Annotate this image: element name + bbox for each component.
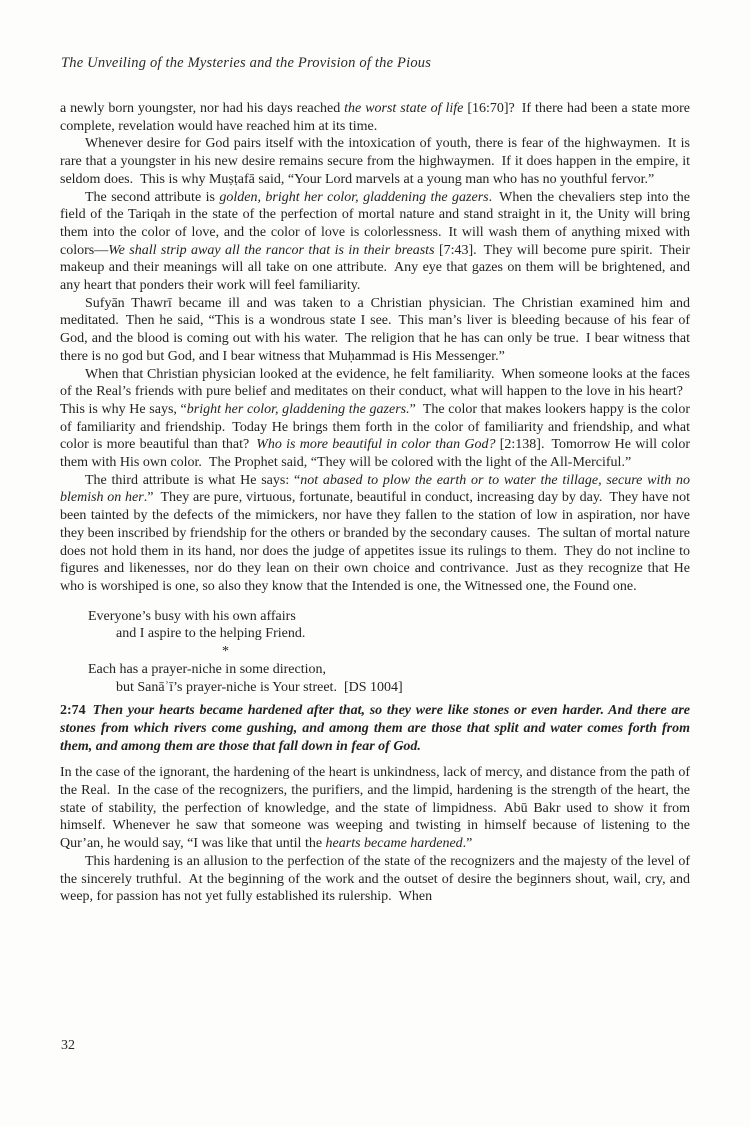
- text-run: [16:70]? If there had been a state more complete, revelation would have reached him at its time.: [60, 101, 690, 134]
- text-run: [86, 703, 93, 718]
- text-run: [2:138]. Tomorrow He will color them with His own color. The Prophet said, “They will be colored with the light of the All-Merciful.”: [60, 437, 690, 471]
- running-header: The Unveiling of the Mysteries and the Provision of the Pious: [61, 55, 432, 71]
- paragraph: [60, 189, 690, 295]
- paragraph: [60, 764, 690, 853]
- poem-line: and I aspire to the helping Friend.: [116, 626, 306, 642]
- text-run: The second attribute is: [85, 189, 220, 205]
- text-run: bright her color, gladdening the gazers.: [186, 401, 410, 417]
- poem: [60, 608, 690, 697]
- text-run: The third attribute is what He says: “: [85, 472, 301, 488]
- text-run: . When the chevaliers step into the field of the Tariqah in the state of the perfection of mortal nature and stand straight in it, the Unity will bring them into the color of love, and the color of love is colorlessness. It will wash them of anything mixed with colors—: [60, 189, 690, 258]
- text-run: Sufyān Thawrī became ill and was taken to a Christian physician. The Christian examined him and meditated. Then he said, “This is a wondrous state I see. This man’s liver is bleeding because of his fear of God, and the blood is coming out with his water. The religion that he has can only be true. I bear witness that there is no god but God, and I bear witness that Muḥammad is His Messenger.”: [60, 295, 690, 364]
- text-run: the worst state of life: [344, 101, 464, 116]
- text-run: not abased to plow the earth or to water the tillage, secure with no blemish on her: [60, 472, 690, 506]
- paragraph: [60, 295, 690, 366]
- paragraph: [60, 100, 690, 135]
- poem-line: Everyone’s busy with his own affairs: [88, 608, 296, 624]
- text-run: We shall strip away all the rancor that is in their breasts: [108, 242, 435, 258]
- poem-line: Each has a prayer-niche in some direction,: [88, 661, 327, 677]
- text-run: golden, bright her color, gladdening the gazers: [219, 189, 489, 205]
- text-run: 2:74: [60, 703, 86, 719]
- text-run: In the case of the ignorant, the hardening of the heart is unkindness, lack of mercy, and distance from the path of the Real. In the case of the recognizers, the purifiers, and the limpid, hardening is the strength of the heart, the state of stability, the perfection of knowledge, and the state of limpidness. Abū Bakr used to show it from himself. Whenever he saw that someone was weeping and twisting in himself because of listening to the Qur’an, he would say, “I was like that until the: [60, 765, 690, 852]
- paragraph: [60, 135, 690, 188]
- paragraph: [60, 366, 690, 472]
- text-run: .”: [462, 836, 473, 852]
- page-body: [60, 100, 690, 906]
- poem-separator: *: [222, 644, 229, 660]
- text-run: This hardening is an allusion to the perfection of the state of the recognizers and the majesty of the level of the sincerely truthful. At the beginning of the work and the outset of desire the beginners shout, wail, cry, and weep, for passion has not yet fully established its rulership. When: [60, 853, 690, 905]
- poem-line: but Sanāʾī’s prayer-niche is Your street. [DS 1004]: [116, 679, 403, 695]
- text-run: Then your hearts became hardened after that, so they were like stones or even harder. And there are stones from which rivers come gushing, and among them are those that split and water comes forth from them, and among them are those that fall down in fear of God.: [60, 703, 690, 754]
- text-run: .” They are pure, virtuous, fortunate, beautiful in conduct, increasing day by day. They have not been tainted by the defects of the mimickers, nor have they fallen to the station of low in aspiration, nor have they been inscribed by friendship for the others or branded by the secondary causes. The sultan of mortal nature does not hold them in its hand, nor does the judge of appetites issue its rulings to them. They do not incline to figures and likenesses, nor do they lean on their own choice and contrivance. Just as they recognize that He who is worshiped is one, so also they know that the Intended is one, the Witnessed one, the Found one.: [60, 490, 691, 594]
- page-number: 32: [61, 1038, 75, 1053]
- text-run: Whenever desire for God pairs itself with the intoxication of youth, there is fear of the highwaymen. It is rare that a youngster in his new desire remains secure from the highwaymen. If it does happen in the empire, it seldom does. This is why Muṣṭafā said, “Your Lord marvels at a young man who has no youthful fervor.”: [60, 136, 690, 187]
- text-run: hearts became hardened: [325, 836, 463, 852]
- text-run: a newly born youngster, nor had his days reached: [60, 101, 345, 116]
- text-run: When that Christian physician looked at the evidence, he felt familiarity. When someone looks at the faces of the Real’s friends with pure belief and meditates on their conduct, what will happen to the love in his heart? This is why He says, “: [60, 366, 690, 417]
- paragraph: [60, 472, 690, 596]
- quran-verse: [60, 702, 690, 755]
- paragraph: [60, 853, 690, 906]
- text-run: Who is more beautiful in color than God?: [256, 437, 496, 453]
- text-run: [7:43]. They will become pure spirit. Their makeup and their meanings will all take on one attribute. Any eye that gazes on them will be brightened, and any heart that ponders their work will feel familiarity.: [60, 242, 690, 294]
- text-run: ” The color that makes lookers happy is the color of familiarity and friendship. Today He brings them forth in the color of familiarity and friendship, and what color is more beautiful than that?: [60, 401, 690, 453]
